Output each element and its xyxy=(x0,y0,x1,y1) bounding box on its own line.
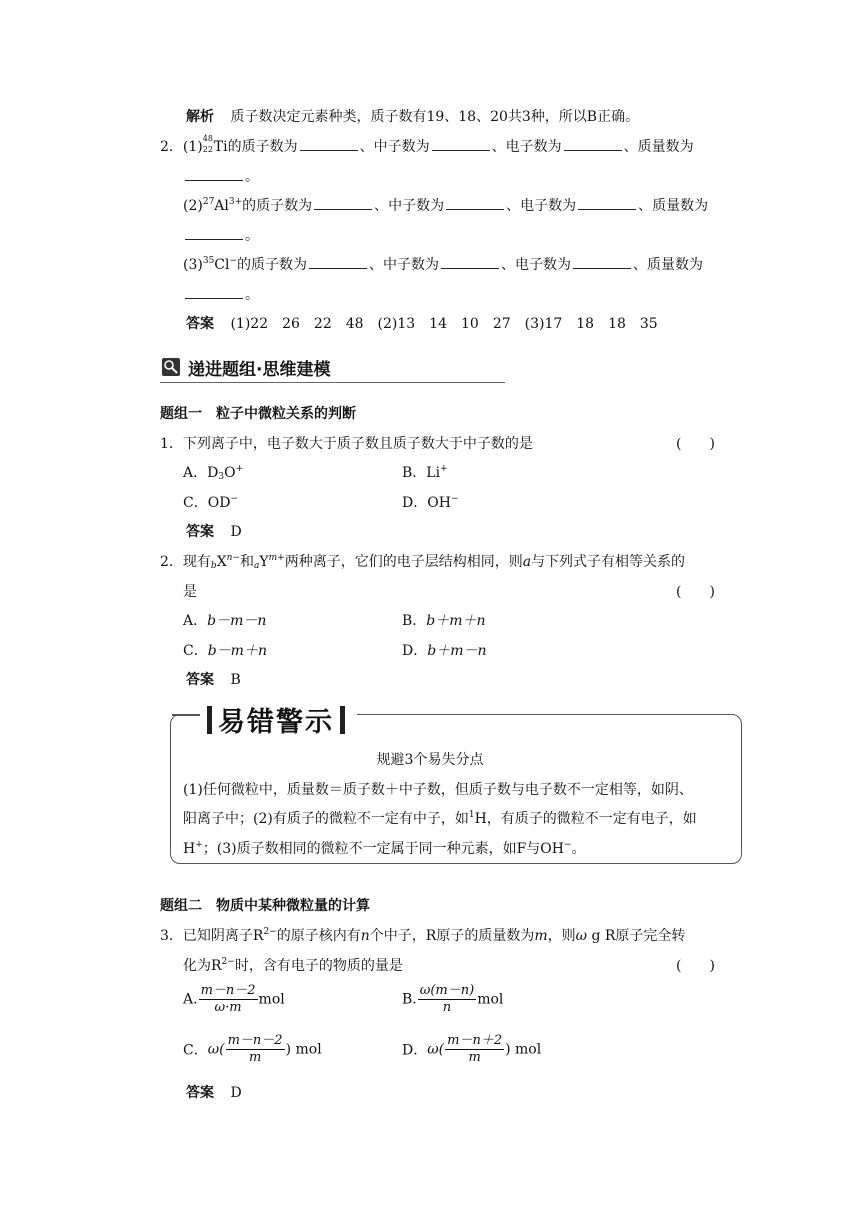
charge: 2− xyxy=(221,957,235,967)
warning-text: 阳离子中；(2)有质子的微粒不一定有中子，如 xyxy=(183,811,469,827)
answer-value: D xyxy=(230,524,242,540)
q2-p2-mass-text: 、质量数为 xyxy=(638,198,709,214)
q2-p1-electron-text: 、电子数为 xyxy=(491,139,562,155)
magnifier-icon xyxy=(162,358,180,376)
g1-q2-answer xyxy=(186,669,241,689)
period: 。 xyxy=(245,287,259,303)
subscript: 3 xyxy=(218,472,225,482)
blank[interactable] xyxy=(185,297,243,299)
stem-text: 的原子核内有 xyxy=(276,928,361,944)
q2-part2 xyxy=(183,195,708,215)
charge: − xyxy=(450,494,459,504)
option-label: C． xyxy=(183,495,208,511)
fraction xyxy=(418,983,476,1016)
analysis-text: 质子数决定元素种类，质子数有19、18、20共3种，所以B正确。 xyxy=(230,109,640,125)
blank[interactable] xyxy=(185,179,243,181)
g1-q1-option-c xyxy=(183,492,238,512)
stem-text: 时，含有电子的物质的量是 xyxy=(234,958,403,974)
q2-p2-electron-text: 、电子数为 xyxy=(506,198,577,214)
cl-charge: − xyxy=(229,256,238,266)
option-label: C． xyxy=(183,1042,208,1059)
blank[interactable] xyxy=(300,149,358,151)
option-label: D． xyxy=(402,643,428,659)
ti-isotope-notation xyxy=(202,134,214,154)
g1-q1-stem xyxy=(160,433,533,453)
blank[interactable] xyxy=(309,267,367,269)
blank[interactable] xyxy=(432,149,490,151)
g2-q3-option-b xyxy=(402,983,503,1016)
stem-text: 已知阴离子R xyxy=(182,928,264,944)
cl-mass-number: 35 xyxy=(202,256,215,266)
g2-q3-option-a xyxy=(183,983,285,1016)
g2-q3-stem-line2 xyxy=(183,955,403,975)
answer-label: 答案 xyxy=(186,316,214,332)
magnifier-icon-svg xyxy=(162,358,180,376)
section-title: 递进题组·思维建模 xyxy=(188,360,331,380)
answer-paren: ( ) xyxy=(676,958,715,974)
expression-prefix: ω( xyxy=(207,1041,225,1058)
option-label: A. xyxy=(183,991,198,1008)
q2-number: 2． xyxy=(160,139,183,155)
period: 。 xyxy=(245,228,259,244)
g1-q1-option-a xyxy=(183,462,243,482)
analysis-label: 解析 xyxy=(186,109,214,125)
li-symbol: Li xyxy=(426,465,441,481)
ti-mass-number: 48 xyxy=(202,134,213,143)
g1-q2-stem xyxy=(160,551,685,571)
warning-rule-left xyxy=(172,714,200,716)
q2-part1-cont xyxy=(183,166,259,186)
q2-part1 xyxy=(160,136,694,156)
o-symbol: O xyxy=(224,465,236,481)
warning-line-3 xyxy=(183,838,586,858)
charge: m+ xyxy=(268,553,285,563)
answer-value: D xyxy=(230,1085,242,1101)
section-rule xyxy=(160,382,505,383)
option-label: D． xyxy=(402,1042,428,1059)
stem-text: 与下列式子有相等关系的 xyxy=(531,554,686,570)
oh-formula: OH xyxy=(427,495,451,511)
period: 。 xyxy=(245,169,259,185)
charge: + xyxy=(195,840,203,850)
g1-q2-option-d xyxy=(402,640,487,660)
warning-line-1: (1)任何微粒中，质量数＝质子数＋中子数，但质子数与电子数不一定相等，如阴、 xyxy=(183,782,693,798)
g2-q3-stem-line1 xyxy=(160,925,685,945)
unit: mol xyxy=(477,991,504,1008)
stem-text: 现有 xyxy=(182,554,211,570)
q2-p2-prefix: (2) xyxy=(183,198,203,214)
fraction-numerator: ω(m－n) xyxy=(419,983,475,998)
fraction-numerator: m－n＋2 xyxy=(447,1033,503,1048)
blank[interactable] xyxy=(441,267,499,269)
g1-q2-option-c xyxy=(183,640,267,660)
al-mass-number: 27 xyxy=(202,197,215,207)
subscript: b xyxy=(210,561,217,571)
option-label: D． xyxy=(402,495,428,511)
ti-symbol: Ti xyxy=(213,139,228,155)
charge: + xyxy=(440,464,448,474)
answer-value: B xyxy=(230,672,241,688)
expression-prefix: ω( xyxy=(427,1041,445,1058)
option-expression: b＋m＋n xyxy=(426,613,486,629)
variable: n xyxy=(360,928,370,944)
warning-title-bar-left xyxy=(207,706,212,734)
subscript: a xyxy=(254,561,260,571)
q2-part3 xyxy=(183,254,703,274)
blank[interactable] xyxy=(314,208,372,210)
q2-p1-mass-text: 、质量数为 xyxy=(623,139,694,155)
mass-number: 1 xyxy=(468,810,475,820)
answer-text: (1)22 26 22 48 (2)13 14 10 27 (3)17 18 18 35 xyxy=(230,316,658,332)
charge: + xyxy=(235,464,244,474)
stem-text: 是 xyxy=(183,584,197,600)
option-expression: b－m－n xyxy=(207,613,267,629)
stem-text: 和 xyxy=(240,554,254,570)
charge: 2− xyxy=(263,927,277,937)
g2-q3-option-d xyxy=(402,1033,541,1066)
al-charge: 3+ xyxy=(228,197,243,207)
stem-text: g R原子完全转 xyxy=(587,928,686,944)
ti-atomic-number: 22 xyxy=(202,145,213,154)
expression-suffix: ) mol xyxy=(285,1041,322,1058)
answer-label: 答案 xyxy=(186,672,214,688)
blank[interactable] xyxy=(573,267,631,269)
stem-text: ，则 xyxy=(547,928,576,944)
option-label: A． xyxy=(183,613,208,629)
g1-q1-answer xyxy=(186,521,242,541)
g2-q3-option-c xyxy=(183,1033,322,1066)
q2-p1-proton-text: 的质子数为 xyxy=(227,139,298,155)
group2-title: 题组二 物质中某种微粒量的计算 xyxy=(160,898,370,914)
unit: mol xyxy=(258,991,285,1008)
q2-p3-prefix: (3) xyxy=(183,257,203,273)
fraction xyxy=(445,1033,504,1066)
charge: − xyxy=(564,840,572,850)
q2-p1-prefix: (1) xyxy=(182,139,203,155)
option-label: B. xyxy=(402,991,417,1008)
question-number: 2． xyxy=(160,554,183,570)
fraction-denominator: m xyxy=(468,1050,481,1065)
warning-title-block xyxy=(195,700,357,736)
warning-text: ；(3)质子数相同的微粒不一定属于同一种元素，如F与OH xyxy=(202,841,564,857)
variable: m xyxy=(534,928,548,944)
q2-answer xyxy=(186,313,658,333)
stem-text: 化为R xyxy=(183,958,222,974)
stem-text: 两种离子，它们的电子层结构相同，则 xyxy=(284,554,523,570)
fraction-numerator: m－n－2 xyxy=(227,1033,283,1048)
d-symbol: D xyxy=(207,465,219,481)
cl-symbol: Cl xyxy=(214,257,230,273)
variable: a xyxy=(522,554,532,570)
q2-p2-neutron-text: 、中子数为 xyxy=(374,198,445,214)
question-text: 下列离子中，电子数大于质子数且质子数大于中子数的是 xyxy=(182,436,533,452)
x-symbol: X xyxy=(216,554,227,570)
warning-line-2 xyxy=(183,808,697,828)
q2-p3-proton-text: 的质子数为 xyxy=(237,257,308,273)
charge: n− xyxy=(226,553,240,563)
stem-text: 个中子，R原子的质量数为 xyxy=(369,928,535,944)
q2-part2-cont xyxy=(183,225,259,245)
blank[interactable] xyxy=(564,149,622,151)
warning-subtitle: 规避3个易失分点 xyxy=(376,752,484,768)
fraction-denominator: n xyxy=(442,1000,452,1015)
charge: − xyxy=(230,494,238,504)
blank[interactable] xyxy=(185,238,243,240)
fraction xyxy=(226,1033,285,1066)
g1-q2-option-b xyxy=(402,610,486,630)
fraction xyxy=(199,983,258,1016)
fraction-numerator: m－n－2 xyxy=(200,983,256,998)
question-number: 3． xyxy=(160,928,183,944)
answer-paren: ( ) xyxy=(676,584,715,600)
fraction-denominator: m xyxy=(248,1050,262,1065)
g1-q1-option-b xyxy=(402,462,448,482)
blank[interactable] xyxy=(578,208,636,210)
g2-q3-answer xyxy=(186,1082,242,1102)
answer-label: 答案 xyxy=(186,524,214,540)
warning-text: H，有质子的微粒不一定有电子，如 xyxy=(474,811,697,827)
g1-q2-option-a xyxy=(183,610,266,630)
option-label: B． xyxy=(402,613,427,629)
od-formula: OD xyxy=(207,495,231,511)
option-label: C． xyxy=(183,643,208,659)
analysis-line xyxy=(186,106,639,126)
option-expression: b＋m－n xyxy=(427,643,487,659)
q2-p3-mass-text: 、质量数为 xyxy=(633,257,704,273)
answer-label: 答案 xyxy=(186,1085,214,1101)
answer-paren: ( ) xyxy=(676,436,715,452)
option-expression: b－m＋n xyxy=(207,643,267,659)
q2-p1-neutron-text: 、中子数为 xyxy=(359,139,430,155)
blank[interactable] xyxy=(446,208,504,210)
warning-text: 。 xyxy=(571,841,586,857)
y-symbol: Y xyxy=(259,554,269,570)
question-number: 1． xyxy=(160,436,183,452)
expression-suffix: ) mol xyxy=(505,1041,542,1058)
section-header xyxy=(160,355,505,379)
option-label: A． xyxy=(183,465,208,481)
q2-part3-cont xyxy=(183,284,259,304)
warning-title: 易错警示 xyxy=(218,707,334,738)
q2-p3-electron-text: 、电子数为 xyxy=(501,257,572,273)
group1-title: 题组一 粒子中微粒关系的判断 xyxy=(160,406,356,422)
option-label: B． xyxy=(402,465,427,481)
fraction-denominator: ω·m xyxy=(214,1000,242,1015)
h-symbol: H xyxy=(183,841,196,857)
g1-q1-option-d xyxy=(402,492,458,512)
q2-p3-neutron-text: 、中子数为 xyxy=(369,257,440,273)
warning-title-bar-right xyxy=(340,706,345,734)
q2-p2-proton-text: 的质子数为 xyxy=(242,198,313,214)
al-symbol: Al xyxy=(214,198,229,214)
variable: ω xyxy=(575,928,588,944)
